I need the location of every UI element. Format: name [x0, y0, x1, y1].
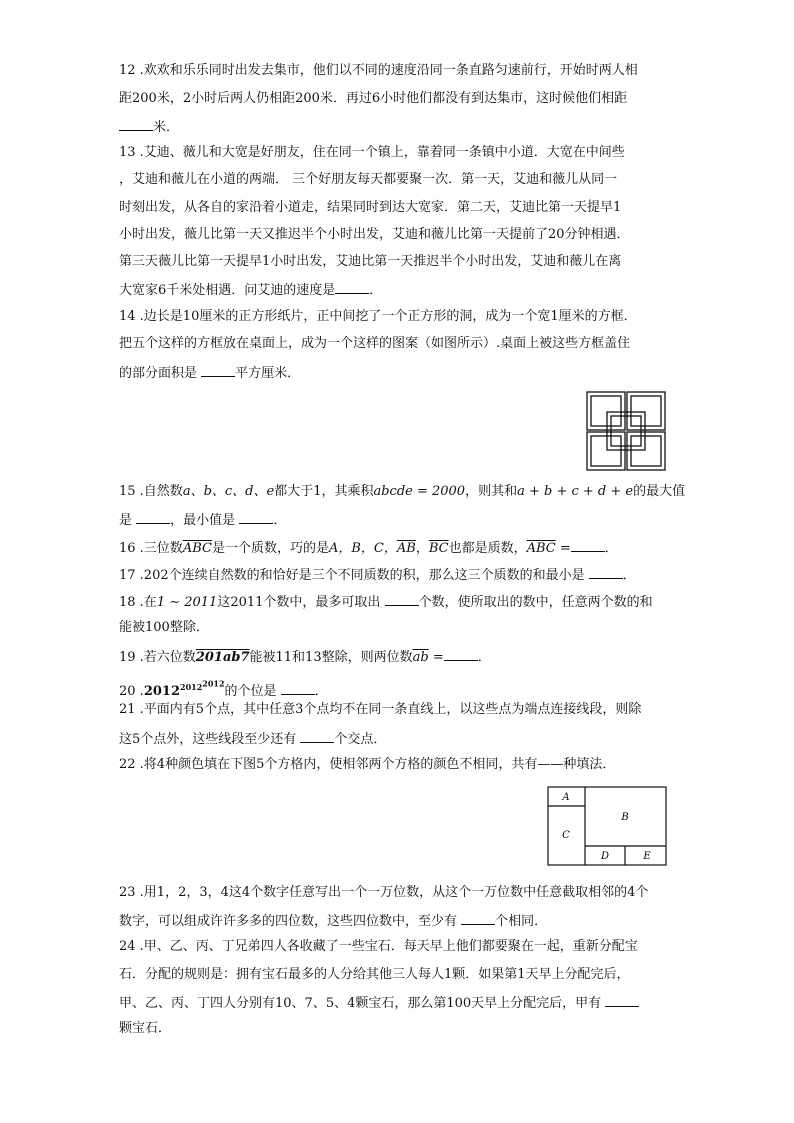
- q16-bc: $\overline{BC}$: [428, 541, 449, 556]
- q16-text-a: 16 .三位数: [119, 541, 183, 556]
- answer-blank: [300, 730, 334, 743]
- q20-base: 2012: [143, 683, 180, 699]
- q15-text-d: 的最大值: [633, 484, 686, 499]
- q24-line-2: 石．分配的规则是：拥有宝石最多的人分给其他三人每人1颗．如果第1天早上分配完后，: [119, 967, 630, 982]
- q24-line-1: 24 .甲、乙、丙、丁兄弟四人各收藏了一些宝石．每天早上他们都要聚在一起，重新分配宝: [119, 939, 638, 954]
- q23-line-1: 23 .用1，2，3，4这4个数字任意写出一个一万位数，从这个一万位数中任意截取相邻的4个: [119, 885, 649, 900]
- q24-line-4: 颗宝石．: [119, 1021, 172, 1036]
- q15-line-2: [119, 511, 286, 529]
- q19-line: [119, 648, 491, 666]
- q24-text: 甲、乙、丙、丁四人分别有10、7、5、4颗宝石，那么第100天早上分配完后，甲有: [119, 996, 602, 1011]
- q21-line-2: [119, 730, 386, 748]
- q20-exponent: 2012: [180, 681, 203, 692]
- q23-text: 数字，可以组成许许多多的四位数，这些四位数中，至少有: [119, 914, 458, 929]
- q13-line-6-end: ．: [369, 283, 383, 298]
- q16-ab: $\overline{AB}$: [396, 541, 416, 556]
- q23-line-2: [119, 912, 547, 930]
- q16-text-c: 也都是质数，: [448, 541, 527, 556]
- frame-center-outer: [607, 412, 645, 450]
- q16-vars: A，B，C，: [328, 541, 397, 556]
- q20-end: ．: [314, 683, 328, 699]
- q20-line: [119, 675, 328, 700]
- q16-abc: $\overline{ABC}$: [182, 541, 212, 556]
- cell-label-d: D: [600, 851, 610, 862]
- q21-text: 这5个点外，这些线段至少还有: [119, 732, 297, 747]
- q18-line-1: [119, 593, 653, 611]
- q16-eq: =: [555, 541, 571, 556]
- q15-product: abcde = 2000: [373, 484, 466, 499]
- cell-label-b: B: [621, 812, 629, 823]
- q19-eq: =: [428, 650, 444, 665]
- q20-text-b: 的个位是: [224, 683, 277, 699]
- q24-line-3: [119, 994, 639, 1012]
- answer-blank: [589, 566, 623, 579]
- q17-end: ．: [622, 568, 636, 583]
- q15-vars: a、b、c、d、e: [182, 484, 275, 499]
- q23-end: 个相同．: [495, 914, 548, 929]
- q18-line-2: 能被100整除．: [119, 620, 209, 635]
- frame-bottom-left-inner: [591, 436, 621, 466]
- q14-line-2: 把五个这样的方框放在桌面上，成为一个这样的图案（如图所示）.桌面上被这些方框盖住: [119, 336, 631, 351]
- q13-line-6: [119, 281, 382, 299]
- q13-line-4: 小时出发，薇儿比第一天又推迟半个小时出发，艾迪和薇儿比第一天提前了20分钟相遇．: [119, 227, 630, 242]
- q15-text-g: ．: [273, 513, 287, 528]
- q15-text-b: 都大于1，其乘积: [274, 484, 374, 499]
- q21-line-1: 21 .平面内有5个点，其中任意3个点均不在同一条直线上，以这些点为端点连接线段，则除: [119, 702, 642, 717]
- q12-line-2: 距200米，2小时后两人仍相距200米．再过6小时他们都没有到达集市，这时候他们相距: [119, 91, 628, 106]
- q12-line-3-text: 米．: [153, 120, 180, 135]
- q14-line-1: 14 .边长是10厘米的正方形纸片，正中间挖了一个正方形的洞，成为一个宽1厘米的方框．: [119, 309, 637, 324]
- q16-text-b: 是一个质数，巧的是: [211, 541, 329, 556]
- q13-line-6-text: 大宽家6千米处相遇．问艾迪的速度是: [119, 283, 336, 298]
- q19-text-a: 19 .若六位数: [119, 650, 196, 665]
- frame-bottom-left-outer: [587, 432, 625, 470]
- q19-end: ．: [477, 650, 491, 665]
- q20-text-a: 20 .: [119, 683, 144, 699]
- answer-blank: [281, 682, 315, 695]
- q18-text-c: 个数，使所取出的数中，任意两个数的和: [418, 595, 653, 610]
- q14-line-3: [119, 364, 300, 382]
- q16-abc-2: $\overline{ABC}$: [526, 541, 556, 556]
- q12-line-3: [119, 118, 179, 136]
- answer-blank: [136, 511, 170, 524]
- q12-line-1: 12 .欢欢和乐乐同时出发去集市，他们以不同的速度沿同一条直路匀速前行，开始时两人相: [119, 63, 638, 78]
- answer-blank: [201, 364, 235, 377]
- frame-bottom-right-inner: [631, 436, 661, 466]
- answer-blank: [385, 593, 419, 606]
- frame-top-left-inner: [591, 396, 621, 426]
- q17-text: 17 .202个连续自然数的和恰好是三个不同质数的积，那么这三个质数的和最小是: [119, 568, 585, 583]
- q16-line: [119, 539, 618, 557]
- q17-line: [119, 566, 636, 584]
- q13-line-1: 13 .艾迪、薇儿和大宽是好朋友，住在同一个镇上，靠着同一条镇中小道．大宽在中间些: [119, 145, 625, 160]
- frame-top-right-inner: [631, 396, 661, 426]
- q21-end: 个交点．: [334, 732, 387, 747]
- q18-range: 1 ∼ 2011: [156, 595, 218, 610]
- q13-line-3: 时刻出发，从各自的家沿着小道走，结果同时到达大宽家．第二天，艾迪比第一天提早1: [119, 200, 622, 215]
- answer-blank: [444, 648, 478, 661]
- q13-line-2: ，艾迪和薇儿在小道的两端． 三个好朋友每天都要聚一次．第一天，艾迪和薇儿从同一: [119, 172, 618, 187]
- frame-top-right-outer: [627, 392, 665, 430]
- q14-line-3-end: 平方厘米．: [235, 366, 301, 381]
- answer-blank: [461, 912, 495, 925]
- q16-sep: ，: [415, 541, 429, 556]
- q19-number: 201ab7: [195, 650, 250, 665]
- cell-label-e: E: [643, 851, 651, 862]
- answer-blank: [605, 994, 639, 1007]
- q22-line-1: 22 .将4种颜色填在下图5个方格内，使相邻两个方格的颜色不相同，共有——种填法．: [119, 757, 616, 772]
- q19-text-b: 能被11和13整除，则两位数: [249, 650, 413, 665]
- q15-text-a: 15 .自然数: [119, 484, 183, 499]
- q15-text-e: 是: [119, 513, 133, 528]
- q15-text-c: ，则其和: [465, 484, 518, 499]
- q13-line-5: 第三天薇儿比第一天提早1小时出发，艾迪比第一天推迟半个小时出发，艾迪和薇儿在离: [119, 254, 622, 269]
- answer-blank: [239, 511, 273, 524]
- q18-text-a: 18 .在: [119, 595, 157, 610]
- answer-blank: [571, 539, 605, 552]
- q19-ab: $\overline{ab}$: [412, 650, 429, 665]
- q15-sum: a + b + c + d + e: [517, 484, 634, 499]
- q14-line-3-text: 的部分面积是: [119, 366, 198, 381]
- q16-end: ．: [604, 541, 618, 556]
- cell-label-c: C: [562, 830, 570, 841]
- answer-blank: [335, 281, 369, 294]
- q15-line-1: [119, 484, 685, 500]
- q20-exponent-2: 2012: [202, 678, 225, 688]
- frame-bottom-right-outer: [627, 432, 665, 470]
- frame-top-left-outer: [587, 392, 625, 430]
- cell-label-a: A: [562, 792, 570, 803]
- q18-text-b: 这2011个数中，最多可取出: [217, 595, 381, 610]
- color-grid-figure: [547, 786, 667, 866]
- frame-center-inner: [611, 416, 641, 446]
- overlapping-frames-figure: [585, 390, 667, 472]
- q15-text-f: ，最小值是: [170, 513, 236, 528]
- answer-blank: [119, 118, 153, 131]
